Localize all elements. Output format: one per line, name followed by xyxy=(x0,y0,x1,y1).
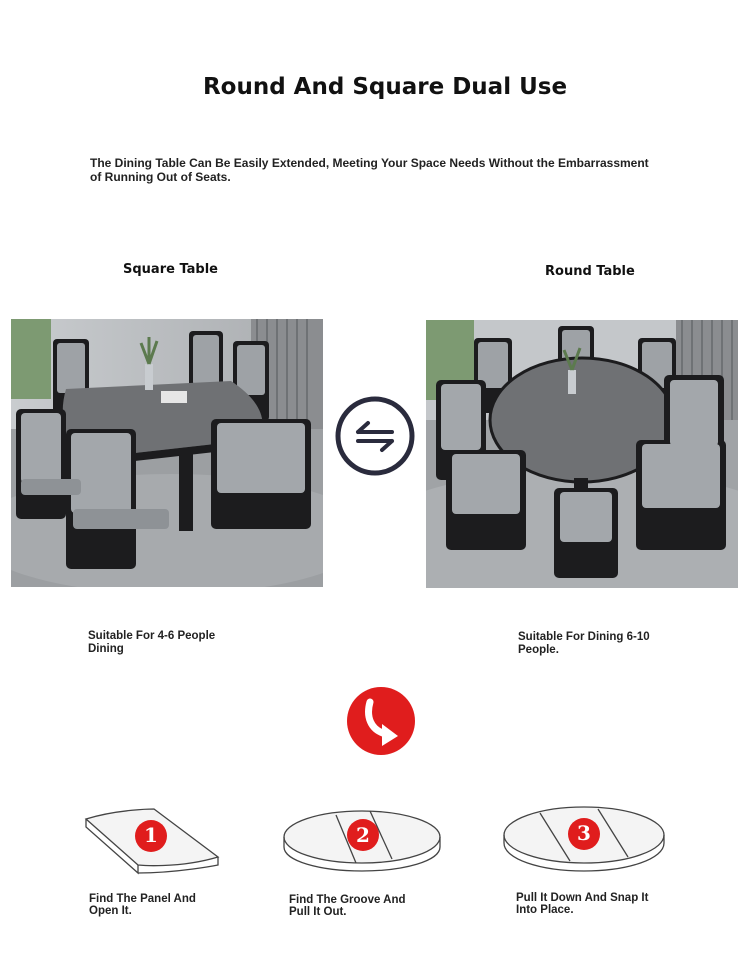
swap-arrows-icon xyxy=(334,395,416,477)
square-table-label: Square Table xyxy=(123,262,218,277)
step-2-caption: Find The Groove And Pull It Out. xyxy=(289,894,406,918)
intro-text: The Dining Table Can Be Easily Extended, Meeting Your Space Needs Without the Embarrassment of Running Out of Seats. xyxy=(90,156,649,184)
square-table-caption: Suitable For 4-6 People Dining xyxy=(88,630,216,655)
step-3-caption: Pull It Down And Snap It Into Place. xyxy=(516,892,649,916)
round-table-photo xyxy=(426,320,738,588)
curved-arrow-icon xyxy=(346,686,416,756)
round-table-label: Round Table xyxy=(545,264,635,279)
step-3-number: 3 xyxy=(577,821,591,845)
page-title: Round And Square Dual Use xyxy=(202,74,568,100)
round-table-caption: Suitable For Dining 6-10 People. xyxy=(518,631,650,656)
square-table-photo xyxy=(11,319,323,587)
step-1-number: 1 xyxy=(144,823,158,847)
step-1-caption: Find The Panel And Open It. xyxy=(89,893,196,917)
step-2-number: 2 xyxy=(356,823,370,847)
